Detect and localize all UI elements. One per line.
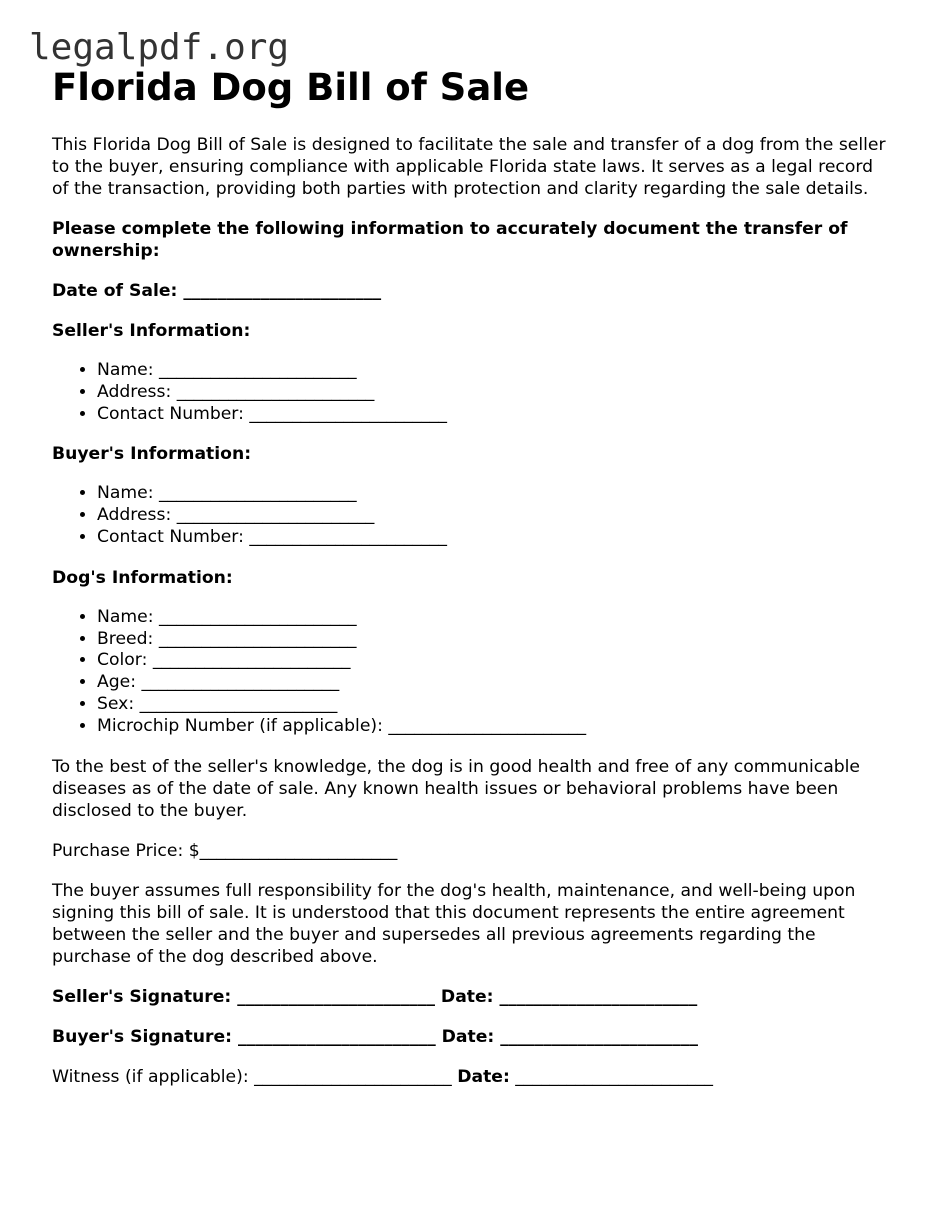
field-label: Address:	[97, 505, 172, 526]
dog-age-blank[interactable]: _______________________	[141, 672, 340, 693]
responsibility-statement: The buyer assumes full responsibility for the dog's health, maintenance, and well-being upon signing this bill of sale. It is understood that this document represents the entire agreement between the seller and the buyer and supersedes all previous agreements regarding the purchase of the dog described above.	[52, 880, 856, 967]
list-item	[97, 629, 892, 651]
list-item	[97, 382, 892, 404]
buyer-date-blank[interactable]: _______________________	[500, 1026, 698, 1047]
purchase-price-blank[interactable]: _______________________	[199, 840, 398, 861]
buyer-contact-blank[interactable]: _______________________	[249, 526, 447, 547]
dog-info-list	[52, 607, 892, 738]
field-label: Contact Number:	[97, 403, 244, 424]
date-of-sale-label: Date of Sale:	[52, 281, 178, 301]
list-item	[97, 360, 892, 382]
field-label: Contact Number:	[97, 526, 244, 547]
buyer-signature-line	[52, 1026, 892, 1048]
seller-date-label: Date:	[440, 986, 494, 1007]
buyer-signature-label: Buyer's Signature:	[52, 1026, 233, 1047]
list-item	[97, 404, 892, 426]
witness-date-blank[interactable]: _______________________	[515, 1066, 713, 1087]
field-label: Name:	[97, 360, 154, 380]
intro-paragraph: This Florida Dog Bill of Sale is designed to facilitate the sale and transfer of a dog from the seller to the buyer, ensuring compliance with applicable Florida state laws. It serves as a legal record of the transaction, providing both parties with protection and clarity regarding the sale details.	[52, 135, 886, 199]
buyer-signature-blank[interactable]: _______________________	[238, 1026, 436, 1047]
seller-info-list	[52, 360, 892, 425]
seller-name-blank[interactable]: _______________________	[158, 360, 357, 380]
dog-name-blank[interactable]: _______________________	[158, 606, 357, 627]
list-item	[97, 607, 892, 629]
field-label: Breed:	[97, 628, 154, 649]
date-of-sale-line	[52, 280, 892, 302]
seller-date-blank[interactable]: _______________________	[499, 986, 698, 1007]
list-item	[97, 483, 892, 505]
list-item	[97, 505, 892, 527]
list-item	[97, 694, 892, 716]
seller-signature-line	[52, 986, 892, 1008]
field-label: Address:	[97, 381, 172, 402]
witness-signature-blank[interactable]: _______________________	[254, 1066, 452, 1087]
purchase-price-label: Purchase Price: $	[52, 840, 200, 861]
seller-address-blank[interactable]: _______________________	[176, 381, 375, 402]
watermark-logo: legalpdf.org	[29, 27, 290, 68]
date-of-sale-blank[interactable]: _______________________	[183, 281, 382, 301]
witness-label: Witness (if applicable):	[52, 1066, 249, 1087]
dog-sex-blank[interactable]: _______________________	[139, 693, 338, 714]
witness-signature-line	[52, 1066, 892, 1088]
document-title: Florida Dog Bill of Sale	[52, 66, 530, 109]
field-label: Age:	[97, 672, 137, 693]
purchase-price-line	[52, 840, 892, 862]
field-label: Color:	[97, 650, 148, 671]
list-item	[97, 650, 892, 672]
witness-date-label: Date:	[457, 1066, 510, 1087]
seller-info-heading: Seller's Information:	[52, 321, 251, 341]
health-statement: To the best of the seller's knowledge, the dog is in good health and free of any communicable diseases as of the date of sale. Any known health issues or behavioral problems have been disclosed to the buyer.	[52, 756, 860, 821]
dog-color-blank[interactable]: _______________________	[152, 650, 351, 671]
seller-signature-blank[interactable]: _______________________	[237, 986, 435, 1007]
list-item	[97, 527, 892, 549]
buyer-info-list	[52, 483, 892, 548]
buyer-date-label: Date:	[441, 1026, 495, 1047]
buyer-name-blank[interactable]: _______________________	[158, 483, 357, 504]
list-item	[97, 716, 892, 738]
document-body	[52, 64, 892, 1088]
buyer-info-heading: Buyer's Information:	[52, 444, 252, 465]
buyer-address-blank[interactable]: _______________________	[176, 505, 375, 526]
list-item	[97, 672, 892, 694]
field-label: Sex:	[97, 693, 135, 714]
instructions-paragraph: Please complete the following information to accurately document the transfer of ownership:	[52, 219, 848, 261]
dog-microchip-blank[interactable]: _______________________	[388, 715, 587, 736]
seller-contact-blank[interactable]: _______________________	[249, 403, 447, 424]
dog-info-heading: Dog's Information:	[52, 567, 233, 588]
field-label: Microchip Number (if applicable):	[97, 715, 383, 736]
seller-signature-label: Seller's Signature:	[52, 986, 232, 1007]
dog-breed-blank[interactable]: _______________________	[158, 628, 357, 649]
field-label: Name:	[97, 606, 154, 627]
field-label: Name:	[97, 483, 154, 504]
